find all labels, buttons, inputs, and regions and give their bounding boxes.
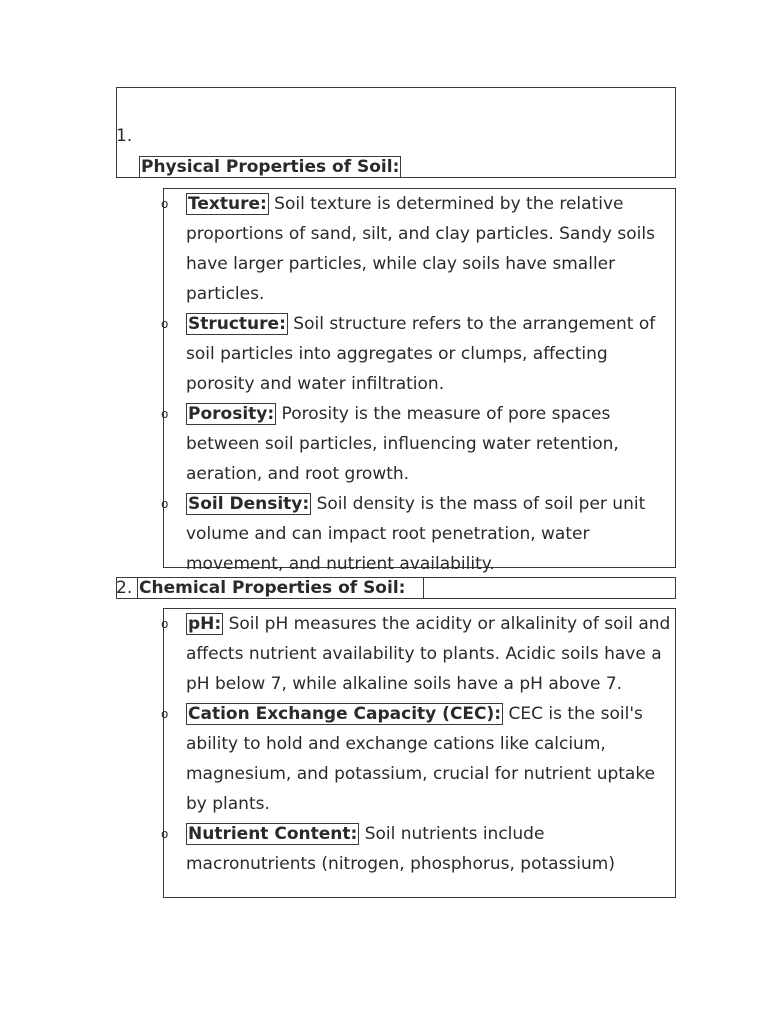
term-label: Nutrient Content: bbox=[188, 824, 358, 844]
list-item-ph bbox=[161, 609, 675, 699]
term-label: Texture: bbox=[188, 194, 267, 214]
term-description: Porosity is the measure of pore spaces between soil particles, influencing water retention, aeration, and root growth. bbox=[186, 404, 619, 484]
bullet-icon: o bbox=[161, 407, 169, 421]
term-description: Soil structure refers to the arrangement of soil particles into aggregates or clumps, affecting porosity and water infiltration. bbox=[186, 314, 656, 394]
list-item-nutrient-content bbox=[161, 819, 675, 879]
term-label: Soil Density: bbox=[188, 494, 310, 514]
term-description: Soil pH measures the acidity or alkalinity of soil and affects nutrient availability to plants. Acidic soils have a pH below 7, while alkaline soils have a pH above 7. bbox=[186, 614, 671, 694]
term-description: Soil density is the mass of soil per unit volume and can impact root penetration, water movement, and nutrient availability. bbox=[186, 494, 646, 574]
list-item-structure bbox=[161, 309, 675, 399]
bullet-icon: o bbox=[161, 197, 169, 211]
term-label: Cation Exchange Capacity (CEC): bbox=[188, 704, 502, 724]
section-2-number: 2. bbox=[116, 578, 133, 598]
term-label: Porosity: bbox=[188, 404, 275, 424]
term-description: Soil texture is determined by the relative proportions of sand, silt, and clay particles. Sandy soils have larger particles, while clay soils have smaller particles. bbox=[186, 194, 655, 304]
section-2-heading: Chemical Properties of Soil: bbox=[139, 578, 406, 598]
bullet-icon: o bbox=[161, 827, 169, 841]
bullet-icon: o bbox=[161, 707, 169, 721]
list-item-cec bbox=[161, 699, 675, 819]
term-label: pH: bbox=[188, 614, 222, 634]
list-item-porosity bbox=[161, 399, 675, 489]
section-2-list bbox=[163, 608, 676, 898]
term-description: Soil nutrients include macronutrients (nitrogen, phosphorus, potassium) bbox=[186, 824, 615, 874]
list-item-texture bbox=[161, 189, 675, 309]
section-2-heading-outline bbox=[137, 577, 424, 599]
list-item-soil-density bbox=[161, 489, 675, 579]
section-1-list bbox=[161, 188, 676, 574]
section-1-heading: Physical Properties of Soil: bbox=[141, 157, 400, 177]
term-label: Structure: bbox=[188, 314, 286, 334]
bullet-icon: o bbox=[161, 617, 169, 631]
section-1-number: 1. bbox=[116, 126, 133, 146]
term-description: CEC is the soil's ability to hold and exchange cations like calcium, magnesium, and potassium, crucial for nutrient uptake by plants. bbox=[186, 704, 656, 814]
bullet-icon: o bbox=[161, 317, 169, 331]
bullet-icon: o bbox=[161, 497, 169, 511]
